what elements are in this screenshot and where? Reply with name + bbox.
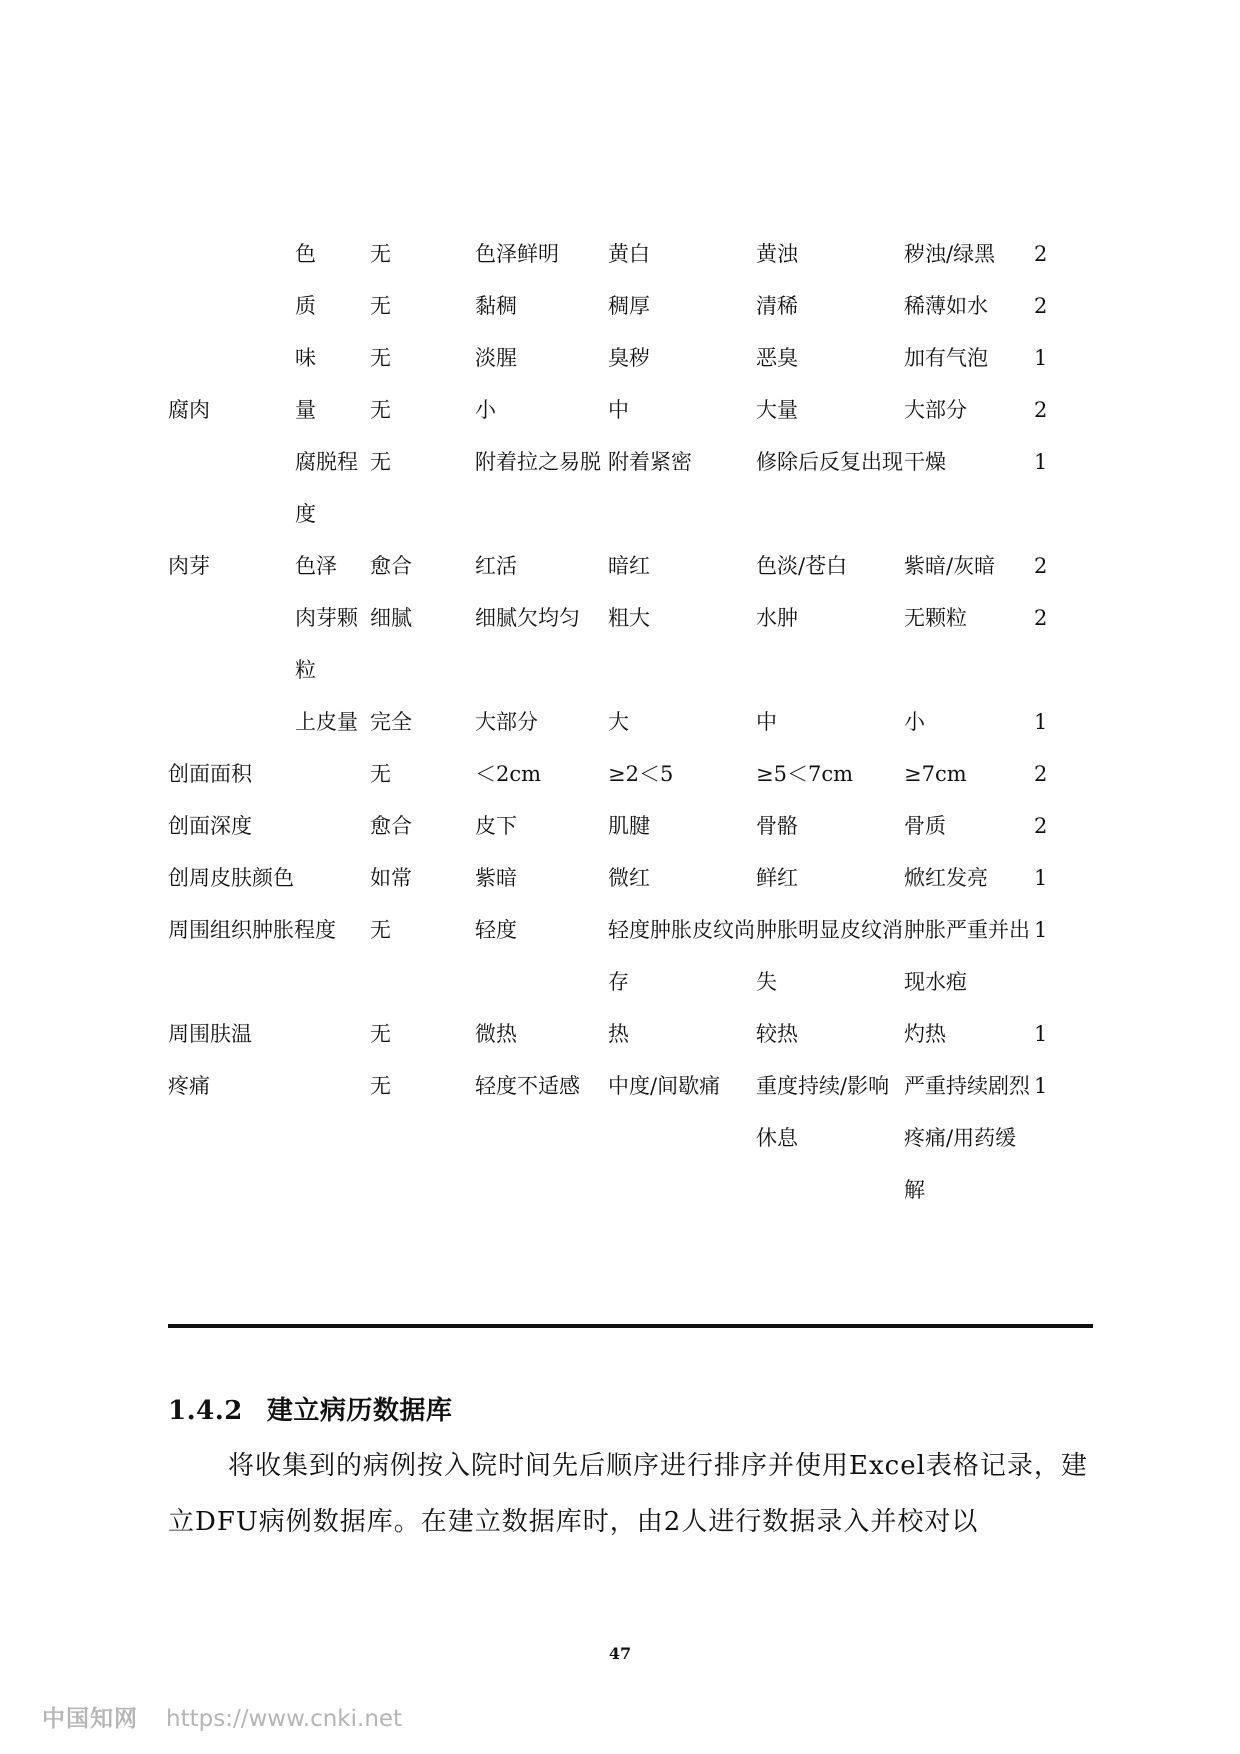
body-paragraph: 将收集到的病例按入院时间先后顺序进行排序并使用Excel表格记录，建立DFU病例数据库。在建立数据库时，由2人进行数据录入并校对以 xyxy=(168,1451,1088,1537)
table-cell: 骨骼 xyxy=(756,814,798,838)
table-cell: 色 xyxy=(295,242,316,266)
table-cell: 周围肤温 xyxy=(168,1022,252,1046)
table-cell: 淡腥 xyxy=(475,346,517,370)
table-cell: 质 xyxy=(295,294,316,318)
scoring-table-container xyxy=(168,228,1093,1216)
table-row xyxy=(168,228,1093,280)
table-cell: 色淡/苍白 xyxy=(756,554,848,578)
table-cell: 1 xyxy=(1034,866,1048,890)
table-cell: 粗大 xyxy=(608,606,650,630)
section-number: 1.4.2 xyxy=(168,1396,243,1426)
section-title: 建立病历数据库 xyxy=(266,1396,453,1426)
table-cell: 灼热 xyxy=(904,1022,946,1046)
table-cell: 热 xyxy=(608,1022,629,1046)
table-cell: 1 xyxy=(1034,1074,1048,1098)
table-cell: 微红 xyxy=(608,866,650,890)
table-cell: 无 xyxy=(370,242,391,266)
table-cell: 大部分 xyxy=(904,398,967,422)
table-bottom-rule xyxy=(168,1324,1093,1328)
table-body xyxy=(168,228,1093,1216)
table-row xyxy=(168,748,1093,800)
table-cell: 味 xyxy=(295,346,316,370)
table-cell: 色泽鲜明 xyxy=(475,242,559,266)
table-cell: 大量 xyxy=(756,398,798,422)
table-cell: 无 xyxy=(370,294,391,318)
table-row xyxy=(168,384,1093,436)
table-cell: 中度/间歇痛 xyxy=(608,1074,721,1098)
table-cell: 细腻欠均匀 xyxy=(475,606,580,630)
table-cell: 较热 xyxy=(756,1022,798,1046)
table-cell: 小 xyxy=(475,398,496,422)
table-row xyxy=(168,436,1093,540)
table-cell: 微热 xyxy=(475,1022,517,1046)
table-cell: 肉芽颗粒 xyxy=(295,606,358,682)
table-cell: ≥5＜7cm xyxy=(756,762,853,786)
table-cell: 无 xyxy=(370,762,391,786)
table-cell: 中 xyxy=(608,398,629,422)
table-cell: 肿胀明显皮纹消失 xyxy=(756,918,903,994)
cnki-url: https://www.cnki.net xyxy=(166,1706,403,1732)
scoring-table xyxy=(168,228,1093,1216)
table-cell: 轻度 xyxy=(475,918,517,942)
table-cell: 疼痛 xyxy=(168,1074,210,1098)
table-row xyxy=(168,592,1093,696)
table-cell: 创面面积 xyxy=(168,762,252,786)
table-cell: 黄白 xyxy=(608,242,650,266)
table-cell: 鲜红 xyxy=(756,866,798,890)
table-cell: 2 xyxy=(1034,294,1048,318)
table-row xyxy=(168,1008,1093,1060)
table-cell: 附着拉之易脱 xyxy=(475,450,601,474)
table-cell: 轻度肿胀皮纹尚存 xyxy=(608,918,755,994)
table-row xyxy=(168,852,1093,904)
table-cell: 2 xyxy=(1034,242,1048,266)
table-cell: 大部分 xyxy=(475,710,538,734)
table-cell: 无 xyxy=(370,398,391,422)
table-row xyxy=(168,280,1093,332)
table-cell: 红活 xyxy=(475,554,517,578)
table-cell: 水肿 xyxy=(756,606,798,630)
table-cell: 周围组织肿胀程度 xyxy=(168,918,336,942)
table-cell: 愈合 xyxy=(370,554,412,578)
table-cell: 腐肉 xyxy=(168,398,210,422)
table-cell xyxy=(168,332,295,384)
table-cell: 上皮量 xyxy=(295,710,358,734)
table-cell: 2 xyxy=(1034,398,1048,422)
table-cell: 黏稠 xyxy=(475,294,517,318)
table-cell: 稀薄如水 xyxy=(904,294,988,318)
table-cell: 轻度不适感 xyxy=(475,1074,580,1098)
table-cell: 腐脱程度 xyxy=(295,450,358,526)
table-cell: 肌腱 xyxy=(608,814,650,838)
table-cell: 无 xyxy=(370,918,391,942)
table-cell: 紫暗 xyxy=(475,866,517,890)
table-cell: 加有气泡 xyxy=(904,346,988,370)
table-cell: 2 xyxy=(1034,554,1048,578)
table-cell: 2 xyxy=(1034,762,1048,786)
table-cell: 清稀 xyxy=(756,294,798,318)
table-cell: ＜2cm xyxy=(475,762,542,786)
table-cell: 无 xyxy=(370,450,391,474)
table-cell: 臭秽 xyxy=(608,346,650,370)
table-cell: 肉芽 xyxy=(168,554,210,578)
table-cell: 细腻 xyxy=(370,606,412,630)
table-cell xyxy=(168,280,295,332)
table-cell: 无颗粒 xyxy=(904,606,967,630)
table-cell: 中 xyxy=(756,710,777,734)
table-cell: 1 xyxy=(1034,918,1048,942)
table-row xyxy=(168,1060,1093,1216)
table-cell: 小 xyxy=(904,710,925,734)
table-row xyxy=(168,800,1093,852)
table-cell: 修除后反复出现 xyxy=(756,450,903,474)
table-cell: 1 xyxy=(1034,710,1048,734)
table-cell: 1 xyxy=(1034,346,1048,370)
table-cell: 愈合 xyxy=(370,814,412,838)
table-row xyxy=(168,332,1093,384)
table-cell xyxy=(168,436,295,540)
table-cell xyxy=(168,696,295,748)
section-heading xyxy=(168,1390,452,1427)
table-cell: 如常 xyxy=(370,866,412,890)
table-cell xyxy=(168,592,295,696)
table-cell: 骨质 xyxy=(904,814,946,838)
table-cell: 无 xyxy=(370,1074,391,1098)
table-cell: 焮红发亮 xyxy=(904,866,988,890)
table-cell: 秽浊/绿黑 xyxy=(904,242,996,266)
table-row xyxy=(168,904,1093,1008)
table-cell: 大 xyxy=(608,710,629,734)
cnki-logo: 中国知网 xyxy=(42,1706,138,1732)
table-cell: 皮下 xyxy=(475,814,517,838)
table-cell: 恶臭 xyxy=(756,346,798,370)
table-cell: 完全 xyxy=(370,710,412,734)
table-cell: 色泽 xyxy=(295,554,337,578)
table-cell: 暗红 xyxy=(608,554,650,578)
table-cell: ≥7cm xyxy=(904,762,967,786)
table-cell: 黄浊 xyxy=(756,242,798,266)
table-cell: 创面深度 xyxy=(168,814,252,838)
table-cell: 严重持续剧烈疼痛/用药缓解 xyxy=(904,1074,1030,1202)
table-cell: 附着紧密 xyxy=(608,450,692,474)
table-cell: 量 xyxy=(295,398,316,422)
table-cell: 稠厚 xyxy=(608,294,650,318)
table-cell: 创周皮肤颜色 xyxy=(168,866,294,890)
table-cell: 无 xyxy=(370,1022,391,1046)
table-row xyxy=(168,540,1093,592)
table-cell: 紫暗/灰暗 xyxy=(904,554,996,578)
table-cell: 1 xyxy=(1034,1022,1048,1046)
table-cell: 2 xyxy=(1034,606,1048,630)
table-cell: 无 xyxy=(370,346,391,370)
table-cell: 2 xyxy=(1034,814,1048,838)
table-row xyxy=(168,696,1093,748)
table-cell: 重度持续/影响休息 xyxy=(756,1074,890,1150)
cnki-watermark xyxy=(42,1700,402,1733)
table-cell: 肿胀严重并出现水疱 xyxy=(904,918,1030,994)
table-cell: 1 xyxy=(1034,450,1048,474)
table-cell xyxy=(168,228,295,280)
page-number: 47 xyxy=(608,1644,632,1663)
table-cell: 干燥 xyxy=(904,450,946,474)
table-cell: ≥2＜5 xyxy=(608,762,674,786)
